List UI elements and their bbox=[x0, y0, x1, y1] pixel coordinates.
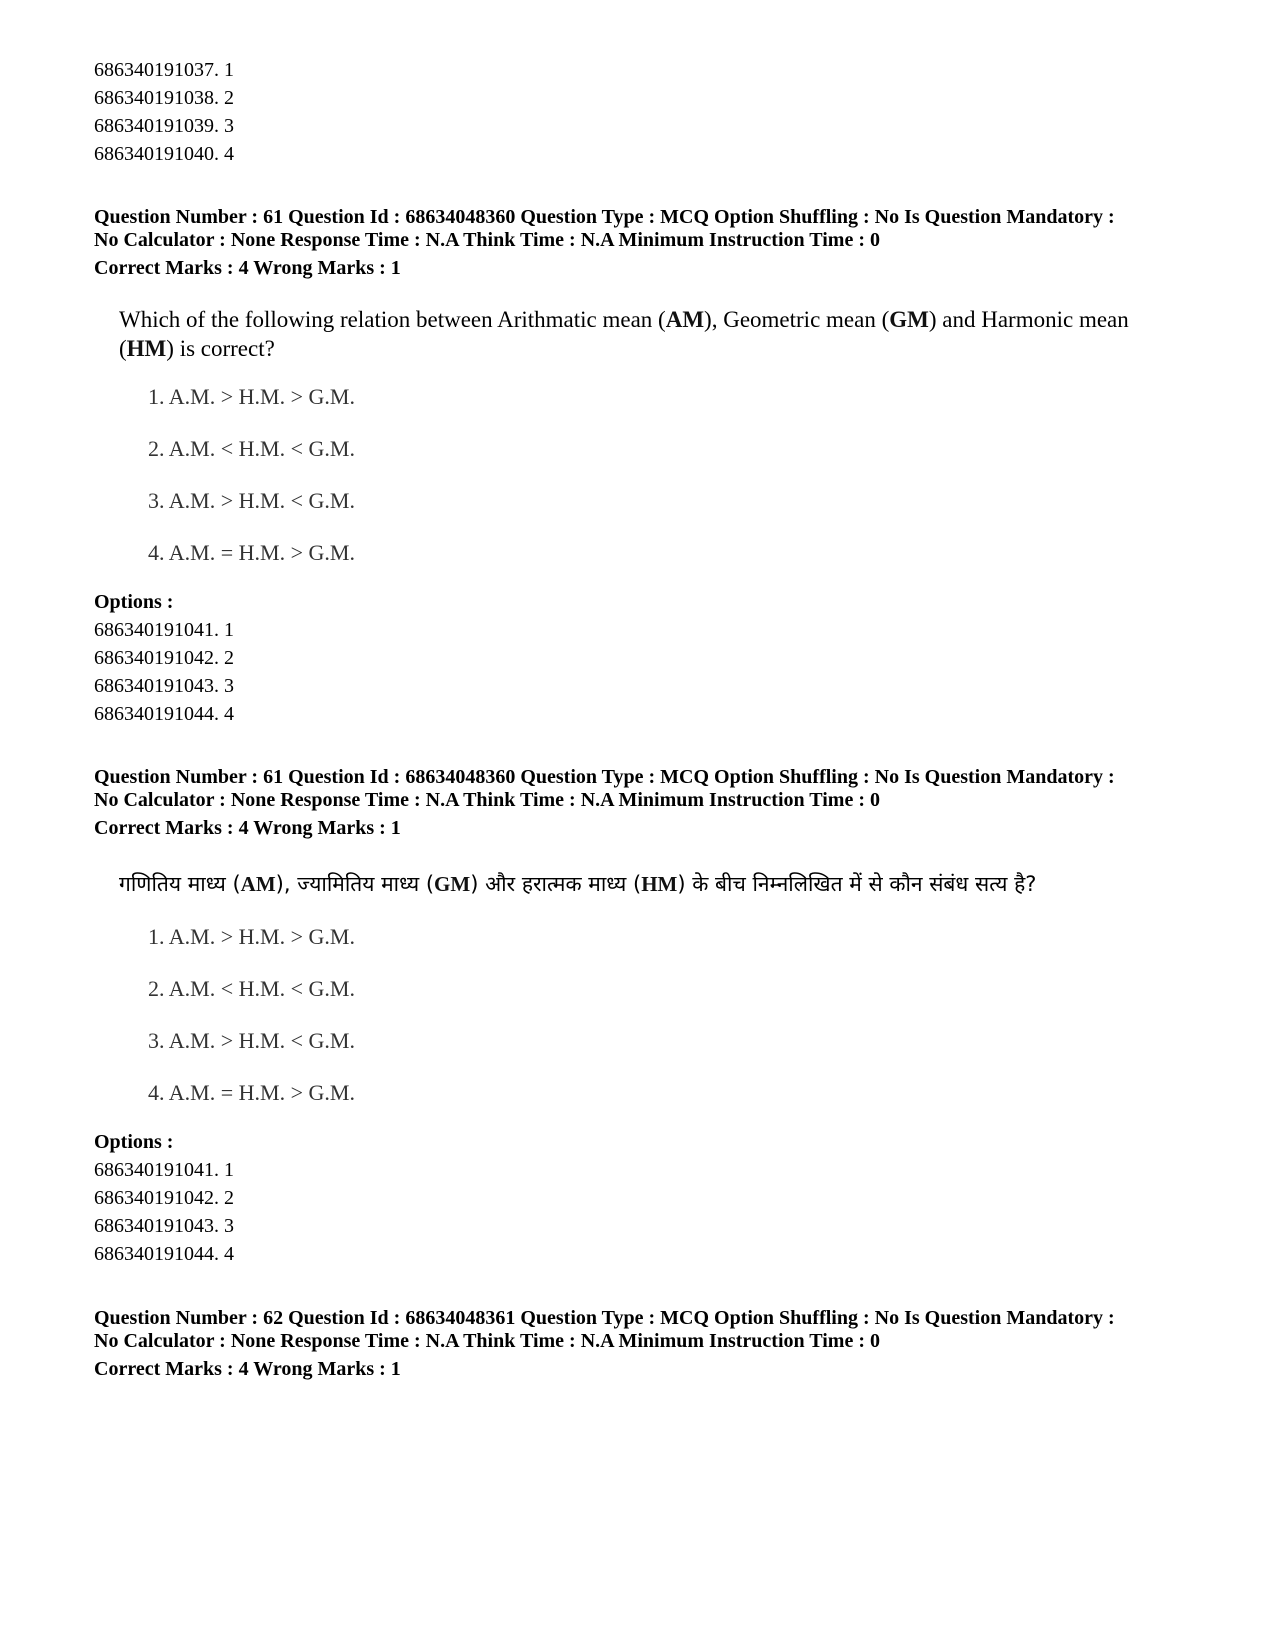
answer-choice: 1. A.M. > H.M. > G.M. bbox=[148, 384, 355, 409]
option-id-line: 686340191042. 2 bbox=[94, 647, 234, 669]
answer-choice: 1. A.M. > H.M. > G.M. bbox=[148, 924, 355, 949]
question-meta-line2: No Calculator : None Response Time : N.A Think Time : N.A Minimum Instruction Time : 0 bbox=[94, 789, 880, 811]
answer-choice: 2. A.M. < H.M. < G.M. bbox=[148, 436, 355, 461]
question-marks: Correct Marks : 4 Wrong Marks : 1 bbox=[94, 1358, 401, 1380]
question-marks: Correct Marks : 4 Wrong Marks : 1 bbox=[94, 257, 401, 279]
option-id-line: 686340191044. 4 bbox=[94, 703, 234, 725]
question-meta-line2: No Calculator : None Response Time : N.A Think Time : N.A Minimum Instruction Time : 0 bbox=[94, 229, 880, 251]
question-text-english: Which of the following relation between Arithmatic mean (AM), Geometric mean (GM) and Harmonic mean (HM) is correct? bbox=[119, 307, 1129, 361]
option-id-line: 686340191041. 1 bbox=[94, 1159, 234, 1181]
option-id-line: 686340191043. 3 bbox=[94, 675, 234, 697]
answer-choice: 3. A.M. > H.M. < G.M. bbox=[148, 1028, 355, 1053]
question-meta-line1: Question Number : 61 Question Id : 68634048360 Question Type : MCQ Option Shuffling : No Is Question Mandatory : bbox=[94, 766, 1115, 788]
option-id-line: 686340191037. 1 bbox=[94, 59, 234, 81]
option-id-line: 686340191042. 2 bbox=[94, 1187, 234, 1209]
answer-choice: 3. A.M. > H.M. < G.M. bbox=[148, 488, 355, 513]
question-meta-line1: Question Number : 62 Question Id : 68634048361 Question Type : MCQ Option Shuffling : No Is Question Mandatory : bbox=[94, 1307, 1115, 1329]
option-id-line: 686340191039. 3 bbox=[94, 115, 234, 137]
option-id-line: 686340191038. 2 bbox=[94, 87, 234, 109]
option-id-line: 686340191040. 4 bbox=[94, 143, 234, 165]
option-id-line: 686340191041. 1 bbox=[94, 619, 234, 641]
question-text-hindi: गणितिय माध्य (AM), ज्यामितिय माध्य (GM) और हरात्मक माध्य (HM) के बीच निम्नलिखित में से कौन संबंध सत्य है? bbox=[119, 872, 1037, 896]
question-meta-line1: Question Number : 61 Question Id : 68634048360 Question Type : MCQ Option Shuffling : No Is Question Mandatory : bbox=[94, 206, 1115, 228]
option-id-line: 686340191044. 4 bbox=[94, 1243, 234, 1265]
answer-choice: 4. A.M. = H.M. > G.M. bbox=[148, 1080, 355, 1105]
option-id-line: 686340191043. 3 bbox=[94, 1215, 234, 1237]
question-meta-line2: No Calculator : None Response Time : N.A Think Time : N.A Minimum Instruction Time : 0 bbox=[94, 1330, 880, 1352]
options-label: Options : bbox=[94, 1131, 174, 1153]
answer-choice: 4. A.M. = H.M. > G.M. bbox=[148, 540, 355, 565]
options-label: Options : bbox=[94, 591, 174, 613]
answer-choice: 2. A.M. < H.M. < G.M. bbox=[148, 976, 355, 1001]
question-marks: Correct Marks : 4 Wrong Marks : 1 bbox=[94, 817, 401, 839]
